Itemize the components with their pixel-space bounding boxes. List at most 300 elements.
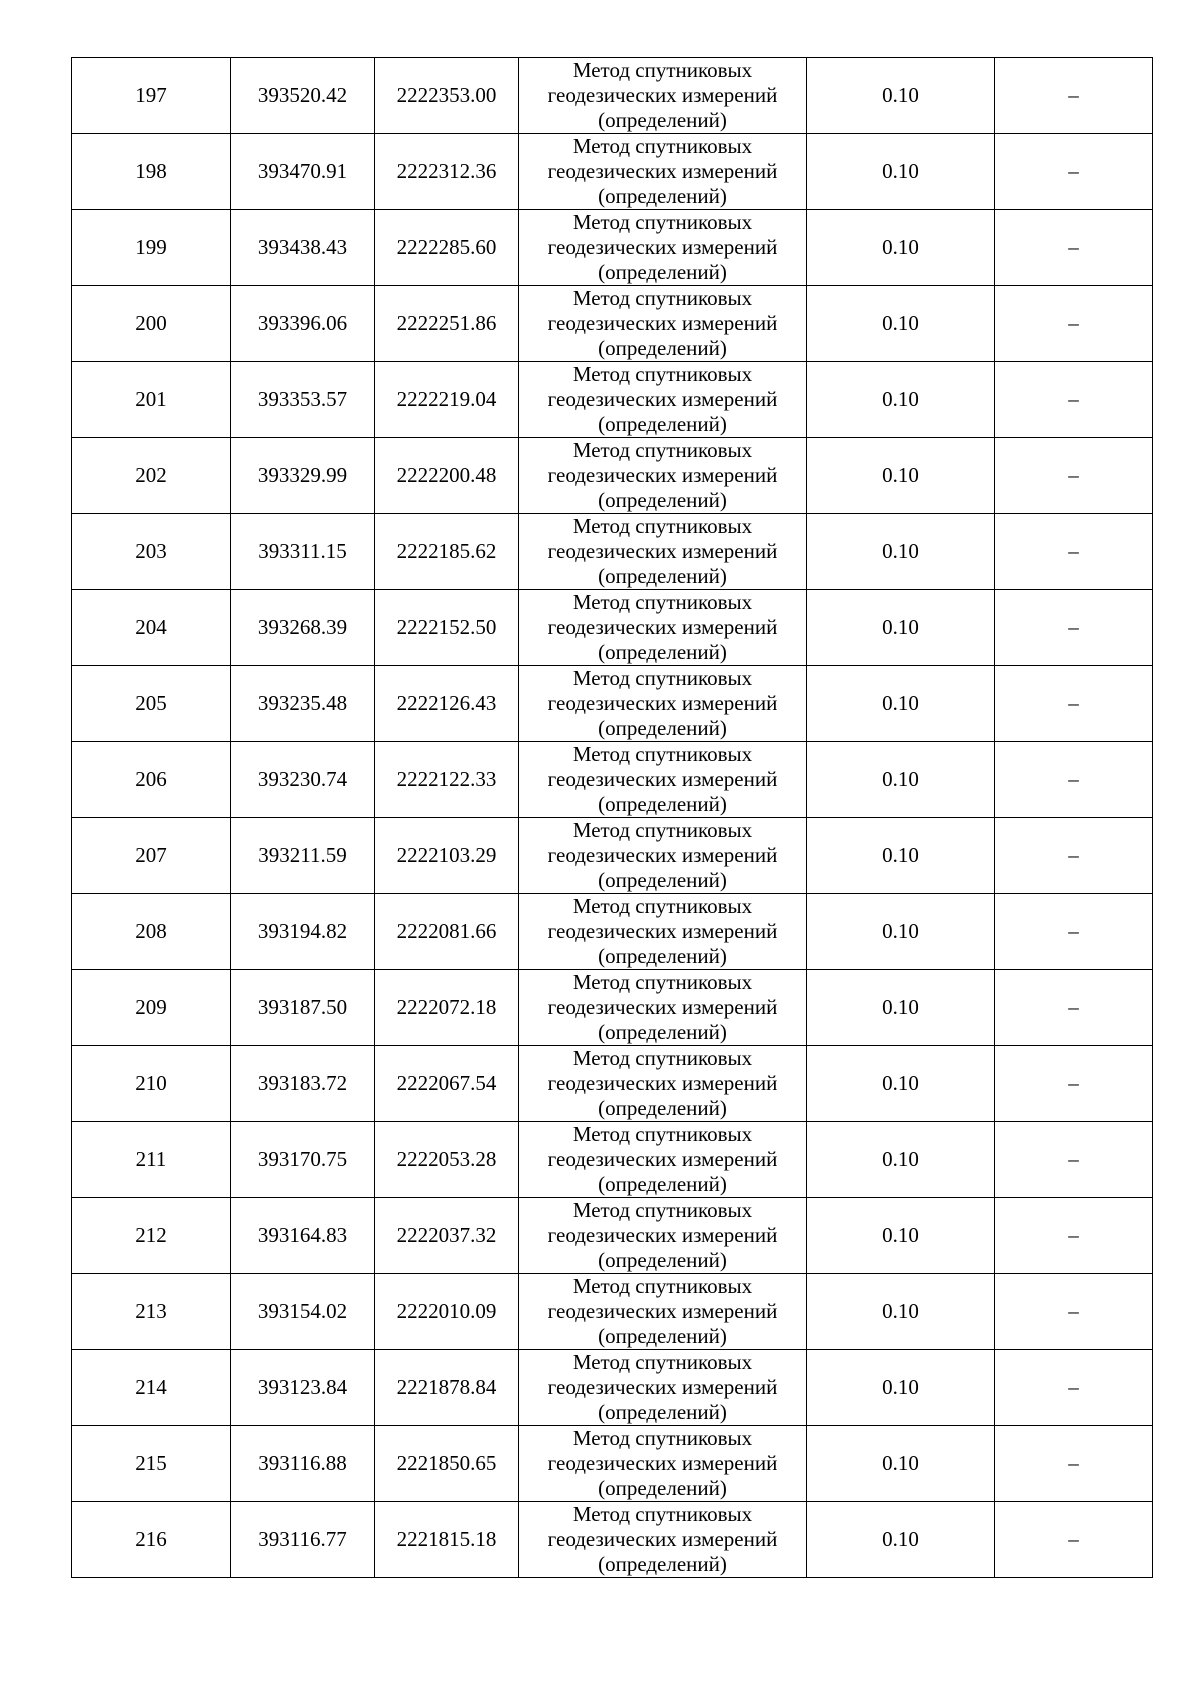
point-number-cell-text: 211: [135, 1147, 167, 1171]
coordinates-table-body: [72, 58, 1153, 1578]
method-line: Метод спутниковых: [572, 1122, 753, 1146]
method-line: Метод спутниковых: [572, 1350, 753, 1374]
table-row: [72, 970, 1153, 1046]
note-cell-text: –: [1068, 387, 1079, 411]
x-coordinate-cell-text: 393235.48: [257, 691, 348, 715]
point-number-cell-text: 199: [135, 235, 167, 259]
method-line: геодезических измерений: [547, 463, 778, 487]
note-cell: [995, 894, 1153, 970]
method-line: (определений): [598, 1020, 727, 1044]
note-cell: [995, 514, 1153, 590]
table-row: [72, 1502, 1153, 1578]
table-row: [72, 1426, 1153, 1502]
point-number-cell-text: 207: [135, 843, 167, 867]
x-coordinate-cell: [231, 590, 375, 666]
note-cell: [995, 1198, 1153, 1274]
y-coordinate-cell-text: 2222067.54: [396, 1071, 497, 1095]
table-row: [72, 742, 1153, 818]
y-coordinate-cell: [375, 362, 519, 438]
table-row: [72, 894, 1153, 970]
method-cell: [519, 210, 807, 286]
note-cell: [995, 1274, 1153, 1350]
note-cell-text: –: [1068, 995, 1079, 1019]
x-coordinate-cell: [231, 1198, 375, 1274]
note-cell-text: –: [1068, 235, 1079, 259]
x-coordinate-cell: [231, 1426, 375, 1502]
table-row: [72, 1046, 1153, 1122]
method-line: (определений): [598, 564, 727, 588]
note-cell: [995, 1046, 1153, 1122]
y-coordinate-cell-text: 2221815.18: [396, 1527, 497, 1551]
accuracy-cell: [807, 818, 995, 894]
method-line: Метод спутниковых: [572, 514, 753, 538]
method-line: (определений): [598, 868, 727, 892]
table-row: [72, 210, 1153, 286]
point-number-cell: [72, 514, 231, 590]
y-coordinate-cell-text: 2222285.60: [396, 235, 497, 259]
accuracy-cell-text: 0.10: [882, 539, 919, 563]
note-cell-text: –: [1068, 767, 1079, 791]
method-line: Метод спутниковых: [572, 818, 753, 842]
x-coordinate-cell: [231, 1274, 375, 1350]
y-coordinate-cell-text: 2222010.09: [396, 1299, 497, 1323]
y-coordinate-cell: [375, 1198, 519, 1274]
method-line: Метод спутниковых: [572, 666, 753, 690]
x-coordinate-cell: [231, 894, 375, 970]
accuracy-cell: [807, 590, 995, 666]
y-coordinate-cell-text: 2222152.50: [396, 615, 497, 639]
note-cell-text: –: [1068, 539, 1079, 563]
accuracy-cell-text: 0.10: [882, 235, 919, 259]
point-number-cell-text: 214: [135, 1375, 167, 1399]
accuracy-cell: [807, 894, 995, 970]
method-line: геодезических измерений: [547, 539, 778, 563]
accuracy-cell: [807, 134, 995, 210]
y-coordinate-cell: [375, 286, 519, 362]
accuracy-cell-text: 0.10: [882, 387, 919, 411]
point-number-cell: [72, 970, 231, 1046]
accuracy-cell-text: 0.10: [882, 1147, 919, 1171]
note-cell: [995, 1426, 1153, 1502]
method-cell: [519, 818, 807, 894]
table-row: [72, 286, 1153, 362]
point-number-cell-text: 212: [135, 1223, 167, 1247]
y-coordinate-cell-text: 2222312.36: [396, 159, 497, 183]
y-coordinate-cell-text: 2222185.62: [396, 539, 497, 563]
accuracy-cell: [807, 362, 995, 438]
y-coordinate-cell: [375, 438, 519, 514]
method-line: (определений): [598, 792, 727, 816]
method-line: геодезических измерений: [547, 311, 778, 335]
x-coordinate-cell-text: 393396.06: [257, 311, 348, 335]
method-line: (определений): [598, 336, 727, 360]
method-line: геодезических измерений: [547, 919, 778, 943]
y-coordinate-cell: [375, 818, 519, 894]
point-number-cell: [72, 1502, 231, 1578]
note-cell-text: –: [1068, 843, 1079, 867]
accuracy-cell-text: 0.10: [882, 1299, 919, 1323]
method-cell: [519, 742, 807, 818]
x-coordinate-cell-text: 393116.88: [258, 1451, 347, 1475]
x-coordinate-cell: [231, 1502, 375, 1578]
point-number-cell: [72, 210, 231, 286]
table-row: [72, 134, 1153, 210]
method-cell: [519, 1122, 807, 1198]
accuracy-cell: [807, 666, 995, 742]
method-line: геодезических измерений: [547, 691, 778, 715]
note-cell-text: –: [1068, 1223, 1079, 1247]
y-coordinate-cell-text: 2222126.43: [396, 691, 497, 715]
method-cell: [519, 1350, 807, 1426]
method-line: геодезических измерений: [547, 615, 778, 639]
method-line: Метод спутниковых: [572, 894, 753, 918]
method-line: геодезических измерений: [547, 159, 778, 183]
y-coordinate-cell-text: 2222353.00: [396, 83, 497, 107]
x-coordinate-cell: [231, 286, 375, 362]
method-line: (определений): [598, 488, 727, 512]
accuracy-cell: [807, 1426, 995, 1502]
x-coordinate-cell: [231, 1046, 375, 1122]
table-row: [72, 1122, 1153, 1198]
x-coordinate-cell: [231, 210, 375, 286]
note-cell: [995, 590, 1153, 666]
method-cell: [519, 286, 807, 362]
point-number-cell: [72, 1426, 231, 1502]
note-cell-text: –: [1068, 1527, 1079, 1551]
x-coordinate-cell: [231, 818, 375, 894]
note-cell: [995, 1350, 1153, 1426]
x-coordinate-cell-text: 393116.77: [258, 1527, 347, 1551]
method-line: (определений): [598, 944, 727, 968]
x-coordinate-cell: [231, 666, 375, 742]
accuracy-cell: [807, 210, 995, 286]
table-row: [72, 1350, 1153, 1426]
method-cell: [519, 666, 807, 742]
y-coordinate-cell: [375, 514, 519, 590]
y-coordinate-cell-text: 2221878.84: [396, 1375, 497, 1399]
method-line: (определений): [598, 260, 727, 284]
note-cell-text: –: [1068, 1375, 1079, 1399]
accuracy-cell-text: 0.10: [882, 463, 919, 487]
x-coordinate-cell-text: 393183.72: [257, 1071, 348, 1095]
note-cell: [995, 742, 1153, 818]
y-coordinate-cell-text: 2222219.04: [396, 387, 497, 411]
method-line: (определений): [598, 1248, 727, 1272]
method-line: (определений): [598, 716, 727, 740]
note-cell: [995, 1502, 1153, 1578]
point-number-cell: [72, 742, 231, 818]
table-row: [72, 438, 1153, 514]
x-coordinate-cell-text: 393230.74: [257, 767, 348, 791]
note-cell-text: –: [1068, 311, 1079, 335]
method-line: (определений): [598, 412, 727, 436]
x-coordinate-cell-text: 393123.84: [257, 1375, 348, 1399]
accuracy-cell-text: 0.10: [882, 159, 919, 183]
method-cell: [519, 1274, 807, 1350]
method-line: геодезических измерений: [547, 235, 778, 259]
y-coordinate-cell: [375, 894, 519, 970]
point-number-cell: [72, 666, 231, 742]
accuracy-cell-text: 0.10: [882, 1071, 919, 1095]
note-cell-text: –: [1068, 1147, 1079, 1171]
y-coordinate-cell: [375, 1122, 519, 1198]
method-cell: [519, 590, 807, 666]
table-row: [72, 666, 1153, 742]
note-cell-text: –: [1068, 919, 1079, 943]
point-number-cell-text: 197: [135, 83, 167, 107]
note-cell: [995, 362, 1153, 438]
point-number-cell: [72, 1274, 231, 1350]
note-cell: [995, 210, 1153, 286]
accuracy-cell-text: 0.10: [882, 767, 919, 791]
method-line: Метод спутниковых: [572, 742, 753, 766]
accuracy-cell: [807, 514, 995, 590]
method-line: геодезических измерений: [547, 995, 778, 1019]
x-coordinate-cell: [231, 742, 375, 818]
y-coordinate-cell: [375, 58, 519, 134]
note-cell: [995, 970, 1153, 1046]
method-line: геодезических измерений: [547, 1147, 778, 1171]
point-number-cell-text: 201: [135, 387, 167, 411]
accuracy-cell-text: 0.10: [882, 843, 919, 867]
x-coordinate-cell-text: 393353.57: [257, 387, 348, 411]
x-coordinate-cell-text: 393164.83: [257, 1223, 348, 1247]
x-coordinate-cell: [231, 438, 375, 514]
method-line: Метод спутниковых: [572, 362, 753, 386]
x-coordinate-cell: [231, 58, 375, 134]
point-number-cell: [72, 894, 231, 970]
y-coordinate-cell: [375, 1274, 519, 1350]
method-line: Метод спутниковых: [572, 438, 753, 462]
table-row: [72, 590, 1153, 666]
point-number-cell-text: 208: [135, 919, 167, 943]
x-coordinate-cell-text: 393211.59: [258, 843, 347, 867]
x-coordinate-cell-text: 393438.43: [257, 235, 348, 259]
method-cell: [519, 134, 807, 210]
method-cell: [519, 1046, 807, 1122]
method-line: геодезических измерений: [547, 1071, 778, 1095]
note-cell-text: –: [1068, 83, 1079, 107]
x-coordinate-cell: [231, 362, 375, 438]
x-coordinate-cell-text: 393329.99: [257, 463, 348, 487]
point-number-cell-text: 206: [135, 767, 167, 791]
note-cell: [995, 1122, 1153, 1198]
y-coordinate-cell: [375, 1350, 519, 1426]
method-cell: [519, 362, 807, 438]
point-number-cell-text: 203: [135, 539, 167, 563]
table-row: [72, 818, 1153, 894]
point-number-cell: [72, 286, 231, 362]
method-line: (определений): [598, 1096, 727, 1120]
note-cell-text: –: [1068, 1071, 1079, 1095]
method-line: геодезических измерений: [547, 1375, 778, 1399]
point-number-cell: [72, 438, 231, 514]
accuracy-cell: [807, 742, 995, 818]
x-coordinate-cell: [231, 134, 375, 210]
table-row: [72, 1274, 1153, 1350]
coordinates-table: [71, 57, 1153, 1578]
point-number-cell-text: 202: [135, 463, 167, 487]
table-row: [72, 58, 1153, 134]
y-coordinate-cell-text: 2222251.86: [396, 311, 497, 335]
x-coordinate-cell-text: 393194.82: [257, 919, 348, 943]
method-line: (определений): [598, 1324, 727, 1348]
note-cell-text: –: [1068, 1299, 1079, 1323]
accuracy-cell-text: 0.10: [882, 311, 919, 335]
y-coordinate-cell: [375, 1426, 519, 1502]
accuracy-cell: [807, 1350, 995, 1426]
method-cell: [519, 970, 807, 1046]
point-number-cell: [72, 590, 231, 666]
point-number-cell: [72, 134, 231, 210]
point-number-cell: [72, 1046, 231, 1122]
note-cell: [995, 134, 1153, 210]
x-coordinate-cell: [231, 970, 375, 1046]
method-line: (определений): [598, 1552, 727, 1576]
accuracy-cell: [807, 970, 995, 1046]
note-cell: [995, 58, 1153, 134]
table-row: [72, 514, 1153, 590]
method-line: Метод спутниковых: [572, 590, 753, 614]
table-row: [72, 1198, 1153, 1274]
point-number-cell: [72, 362, 231, 438]
note-cell: [995, 438, 1153, 514]
x-coordinate-cell-text: 393520.42: [257, 83, 348, 107]
y-coordinate-cell-text: 2222081.66: [396, 919, 497, 943]
x-coordinate-cell-text: 393470.91: [257, 159, 348, 183]
y-coordinate-cell: [375, 590, 519, 666]
y-coordinate-cell-text: 2221850.65: [396, 1451, 497, 1475]
y-coordinate-cell: [375, 742, 519, 818]
accuracy-cell-text: 0.10: [882, 1375, 919, 1399]
note-cell: [995, 666, 1153, 742]
point-number-cell-text: 205: [135, 691, 167, 715]
x-coordinate-cell-text: 393170.75: [257, 1147, 348, 1171]
note-cell-text: –: [1068, 159, 1079, 183]
x-coordinate-cell-text: 393311.15: [258, 539, 347, 563]
point-number-cell: [72, 1198, 231, 1274]
note-cell-text: –: [1068, 1451, 1079, 1475]
method-line: Метод спутниковых: [572, 1198, 753, 1222]
method-line: (определений): [598, 1476, 727, 1500]
method-line: Метод спутниковых: [572, 1274, 753, 1298]
note-cell-text: –: [1068, 463, 1079, 487]
note-cell: [995, 286, 1153, 362]
accuracy-cell: [807, 1502, 995, 1578]
y-coordinate-cell-text: 2222200.48: [396, 463, 497, 487]
accuracy-cell: [807, 1198, 995, 1274]
accuracy-cell: [807, 1122, 995, 1198]
point-number-cell-text: 204: [135, 615, 167, 639]
y-coordinate-cell: [375, 1046, 519, 1122]
method-line: геодезических измерений: [547, 1299, 778, 1323]
accuracy-cell-text: 0.10: [882, 1527, 919, 1551]
method-line: геодезических измерений: [547, 767, 778, 791]
y-coordinate-cell: [375, 134, 519, 210]
x-coordinate-cell-text: 393268.39: [257, 615, 348, 639]
method-line: (определений): [598, 1172, 727, 1196]
point-number-cell-text: 210: [135, 1071, 167, 1095]
accuracy-cell-text: 0.10: [882, 83, 919, 107]
x-coordinate-cell-text: 393154.02: [257, 1299, 348, 1323]
point-number-cell: [72, 58, 231, 134]
method-line: Метод спутниковых: [572, 970, 753, 994]
accuracy-cell-text: 0.10: [882, 691, 919, 715]
accuracy-cell-text: 0.10: [882, 919, 919, 943]
method-line: (определений): [598, 640, 727, 664]
method-cell: [519, 514, 807, 590]
y-coordinate-cell-text: 2222053.28: [396, 1147, 497, 1171]
y-coordinate-cell-text: 2222072.18: [396, 995, 497, 1019]
x-coordinate-cell: [231, 1350, 375, 1426]
point-number-cell: [72, 1350, 231, 1426]
method-line: Метод спутниковых: [572, 1046, 753, 1070]
method-cell: [519, 894, 807, 970]
accuracy-cell-text: 0.10: [882, 1223, 919, 1247]
method-line: Метод спутниковых: [572, 1502, 753, 1526]
x-coordinate-cell-text: 393187.50: [257, 995, 348, 1019]
note-cell-text: –: [1068, 691, 1079, 715]
point-number-cell-text: 213: [135, 1299, 167, 1323]
method-cell: [519, 58, 807, 134]
note-cell: [995, 818, 1153, 894]
y-coordinate-cell: [375, 666, 519, 742]
accuracy-cell: [807, 286, 995, 362]
point-number-cell-text: 216: [135, 1527, 167, 1551]
y-coordinate-cell-text: 2222122.33: [396, 767, 497, 791]
y-coordinate-cell-text: 2222103.29: [396, 843, 497, 867]
accuracy-cell: [807, 58, 995, 134]
method-line: Метод спутниковых: [572, 1426, 753, 1450]
method-line: геодезических измерений: [547, 1451, 778, 1475]
method-line: (определений): [598, 1400, 727, 1424]
method-line: Метод спутниковых: [572, 134, 753, 158]
method-line: Метод спутниковых: [572, 210, 753, 234]
accuracy-cell: [807, 1046, 995, 1122]
method-line: геодезических измерений: [547, 83, 778, 107]
point-number-cell-text: 209: [135, 995, 167, 1019]
accuracy-cell-text: 0.10: [882, 615, 919, 639]
x-coordinate-cell: [231, 514, 375, 590]
y-coordinate-cell: [375, 210, 519, 286]
x-coordinate-cell: [231, 1122, 375, 1198]
method-line: геодезических измерений: [547, 387, 778, 411]
method-line: геодезических измерений: [547, 843, 778, 867]
y-coordinate-cell-text: 2222037.32: [396, 1223, 497, 1247]
method-line: Метод спутниковых: [572, 286, 753, 310]
point-number-cell: [72, 1122, 231, 1198]
accuracy-cell: [807, 438, 995, 514]
accuracy-cell: [807, 1274, 995, 1350]
point-number-cell-text: 215: [135, 1451, 167, 1475]
method-cell: [519, 1502, 807, 1578]
method-line: (определений): [598, 108, 727, 132]
table-row: [72, 362, 1153, 438]
y-coordinate-cell: [375, 970, 519, 1046]
point-number-cell-text: 200: [135, 311, 167, 335]
y-coordinate-cell: [375, 1502, 519, 1578]
method-line: геодезических измерений: [547, 1527, 778, 1551]
method-cell: [519, 438, 807, 514]
accuracy-cell-text: 0.10: [882, 1451, 919, 1475]
point-number-cell-text: 198: [135, 159, 167, 183]
method-line: Метод спутниковых: [572, 58, 753, 82]
method-line: геодезических измерений: [547, 1223, 778, 1247]
method-cell: [519, 1198, 807, 1274]
method-cell: [519, 1426, 807, 1502]
point-number-cell: [72, 818, 231, 894]
note-cell-text: –: [1068, 615, 1079, 639]
